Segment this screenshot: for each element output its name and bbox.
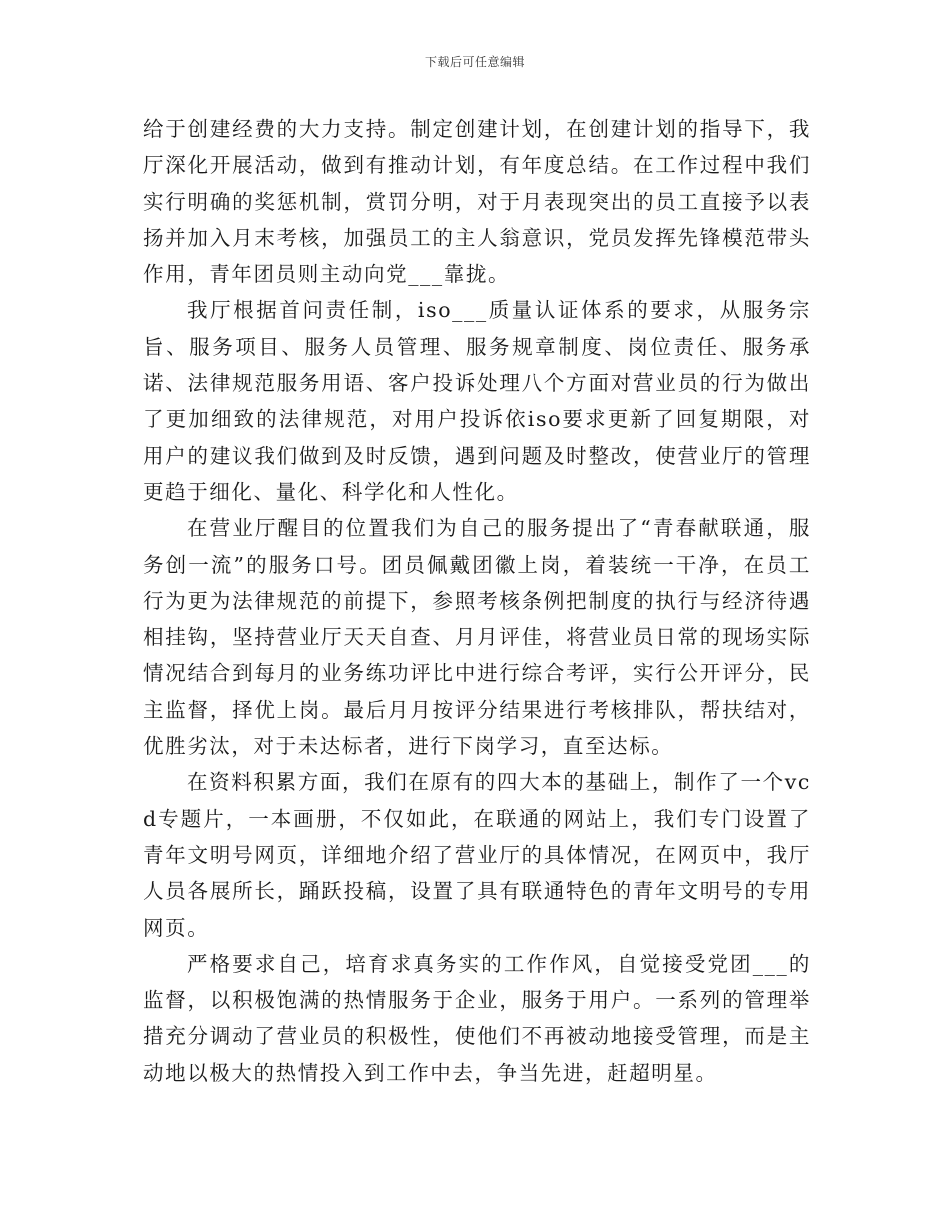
paragraph-1: 给于创建经费的大力支持。制定创建计划，在创建计划的指导下，我厅深化开展活动，做到有推动计划，有年度总结。在工作过程中我们实行明确的奖惩机制，赏罚分明，对于月表现突出的员工直接予以表扬并加入月末考核，加强员工的主人翁意识，党员发挥先锋模范带头作用，青年团员则主动向党___靠拢。 bbox=[143, 117, 811, 287]
paragraph-5: 严格要求自己，培育求真务实的工作作风，自觉接受党团___的监督，以积极饱满的热情服务于企业，服务于用户。一系列的管理举措充分调动了营业员的积极性，使他们不再被动地接受管理，而是主动地以极大的热情投入到工作中去，争当先进，赶超明星。 bbox=[143, 951, 811, 1085]
document-body bbox=[143, 111, 811, 1091]
paragraph-4: 在资料积累方面，我们在原有的四大本的基础上，制作了一个vcd专题片，一本画册，不仅如此，在联通的网站上，我们专门设置了青年文明号网页，详细地介绍了营业厅的具体情况，在网页中，我厅人员各展所长，踊跃投稿，设置了具有联通特色的青年文明号的专用网页。 bbox=[143, 770, 811, 940]
paragraph-3: 在营业厅醒目的位置我们为自己的服务提出了“青春献联通，服务创一流”的服务口号。团员佩戴团徽上岗，着装统一干净，在员工行为更为法律规范的前提下，参照考核条例把制度的执行与经济待遇相挂钩，坚持营业厅天天自查、月月评佳，将营业员日常的现场实际情况结合到每月的业务练功评比中进行综合考评，实行公开评分，民主监督，择优上岗。最后月月按评分结果进行考核排队，帮扶结对，优胜劣汰，对于未达标者，进行下岗学习，直至达标。 bbox=[143, 516, 811, 759]
page-header: 下载后可任意编辑 bbox=[424, 55, 525, 69]
paragraph-2: 我厅根据首问责任制，iso___质量认证体系的要求，从服务宗旨、服务项目、服务人员管理、服务规章制度、岗位责任、服务承诺、法律规范服务用语、客户投诉处理八个方面对营业员的行为做出了更加细致的法律规范，对用户投诉依iso要求更新了回复期限，对用户的建议我们做到及时反馈，遇到问题及时整改，使营业厅的管理更趋于细化、量化、科学化和人性化。 bbox=[143, 298, 811, 504]
